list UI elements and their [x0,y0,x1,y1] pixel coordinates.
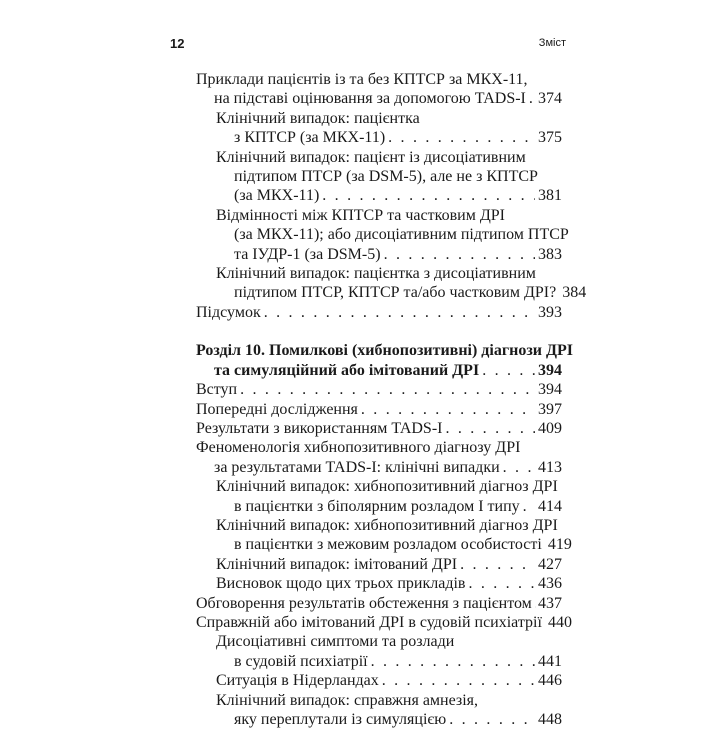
toc-entry-text: Справжній або імітований ДРІ в судовій психіатрії [196,613,542,632]
toc-page-number: 446 [538,671,562,690]
toc-entry[interactable] [196,516,562,555]
toc-entry-text: Клінічний випадок: пацієнт із дисоціативним [216,148,526,167]
toc-entry[interactable] [196,632,562,671]
toc-entry[interactable] [196,380,562,399]
toc-entry[interactable] [196,555,562,574]
toc-entry-text: в пацієнтки з біполярним розладом І типу [234,497,520,516]
dot-leader [388,128,535,147]
toc-page-number: 393 [538,303,562,322]
toc-entry-text: в судовій психіатрії [234,652,368,671]
toc-entry[interactable] [196,264,562,303]
dot-leader [322,186,535,205]
toc-entry-text: (за МКХ-11); або дисоціативним підтипом ПТСР [234,225,569,244]
toc-entry-text: Клінічний випадок: пацієнтка [216,109,420,128]
dot-leader [523,497,535,516]
toc-entry[interactable] [196,400,562,419]
toc-entry[interactable] [196,613,562,632]
toc-entry-text: Результати з використанням TADS-I [196,419,442,438]
dot-leader [529,89,535,108]
toc-entry-text: з КПТСР (за МКХ-11) [234,128,385,147]
toc-entry[interactable] [196,438,562,477]
toc-entry-text: на підставі оцінювання за допомогою TADS-I [214,89,526,108]
toc-entry-text: Відмінності між КПТСР та частковим ДРІ [216,206,505,225]
toc-page-number: 384 [562,283,586,302]
toc-entry-text: Попередні дослідження [196,400,358,419]
toc-entry[interactable] [196,594,562,613]
toc-entry-text: Висновок щодо цих трьох прикладів [216,574,465,593]
toc-entry[interactable] [196,574,562,593]
toc-page-number: 374 [538,89,562,108]
page-number: 12 [170,36,184,51]
dot-leader [482,361,535,380]
toc-entry-text: (за МКХ-11) [234,186,319,205]
toc-entry-text: Вступ [196,380,237,399]
section-spacer [196,322,562,341]
dot-leader [503,458,535,477]
toc-page-number: 409 [538,419,562,438]
toc-page-number: 381 [538,186,562,205]
toc-entry-text: Клінічний випадок: хибнопозитивний діагноз ДРІ [216,477,558,496]
toc-entry[interactable] [196,477,562,516]
dot-leader [264,303,535,322]
toc-page-number: 413 [538,458,562,477]
toc-entry-text: за результатами TADS-I: клінічні випадки [214,458,500,477]
dot-leader [240,380,535,399]
running-section-title: Зміст [539,37,566,49]
dot-leader [445,419,535,438]
toc-entry-text: в пацієнтки з межовим розладом особистості [234,535,542,554]
toc-entry[interactable] [196,671,562,690]
dot-leader [384,245,535,264]
toc-entry-text: Обговорення результатів обстеження з пацієнтом [196,594,532,613]
toc-page-number: 436 [538,574,562,593]
toc-entry[interactable] [196,70,562,109]
toc-page-number: 440 [548,613,572,632]
toc-entry-text: яку переплутали із симуляцією [234,710,446,729]
toc-page-number: 427 [538,555,562,574]
dot-leader [460,555,535,574]
toc-entry-text: та ІУДР-1 (за DSM-5) [234,245,381,264]
toc-entry-text: Ситуація в Нідерландах [216,671,379,690]
toc-entry-text: Розділ 10. Помилкові (хибнопозитивні) діагнози ДРІ [196,341,573,360]
toc-page-number: 397 [538,400,562,419]
toc-page-number: 383 [538,245,562,264]
toc-page-number: 414 [538,497,562,516]
toc-entry-text: Клінічний випадок: імітований ДРІ [216,555,457,574]
table-of-contents [196,70,562,729]
toc-page-number: 448 [538,710,562,729]
toc-entry-text: Клінічний випадок: пацієнтка з дисоціативним [216,264,536,283]
toc-entry-text: Феноменологія хибнопозитивного діагнозу ДРІ [196,438,520,457]
toc-page-number: 437 [538,594,562,613]
toc-page-number: 419 [548,535,572,554]
toc-entry-text: Клінічний випадок: справжня амнезія, [216,691,478,710]
toc-page-number: 394 [538,361,562,380]
toc-entry[interactable] [196,109,562,148]
toc-entry-text: та симуляційний або імітований ДРІ [214,361,479,380]
toc-entry-text: Клінічний випадок: хибнопозитивний діагноз ДРІ [216,516,558,535]
toc-entry[interactable] [196,303,562,322]
toc-page-number: 394 [538,380,562,399]
toc-page-number: 375 [538,128,562,147]
toc-entry[interactable] [196,691,562,729]
toc-entry-text: підтипом ПТСР (за DSM-5), але не з КПТСР [234,167,538,186]
dot-leader [371,652,535,671]
dot-leader [361,400,535,419]
dot-leader [468,574,535,593]
running-header [170,36,566,56]
toc-entry-text: підтипом ПТСР, КПТСР та/або частковим ДРІ? [234,283,556,302]
toc-entry[interactable] [196,419,562,438]
toc-entry[interactable] [196,148,562,206]
toc-entry-text: Підсумок [196,303,261,322]
toc-entry-text: Дисоціативні симптоми та розлади [216,632,454,651]
toc-chapter-entry[interactable] [196,341,562,380]
toc-entry-text: Приклади пацієнтів із та без КПТСР за МКХ-11, [196,70,528,89]
toc-page-number: 441 [538,652,562,671]
toc-entry[interactable] [196,206,562,264]
dot-leader [382,671,535,690]
